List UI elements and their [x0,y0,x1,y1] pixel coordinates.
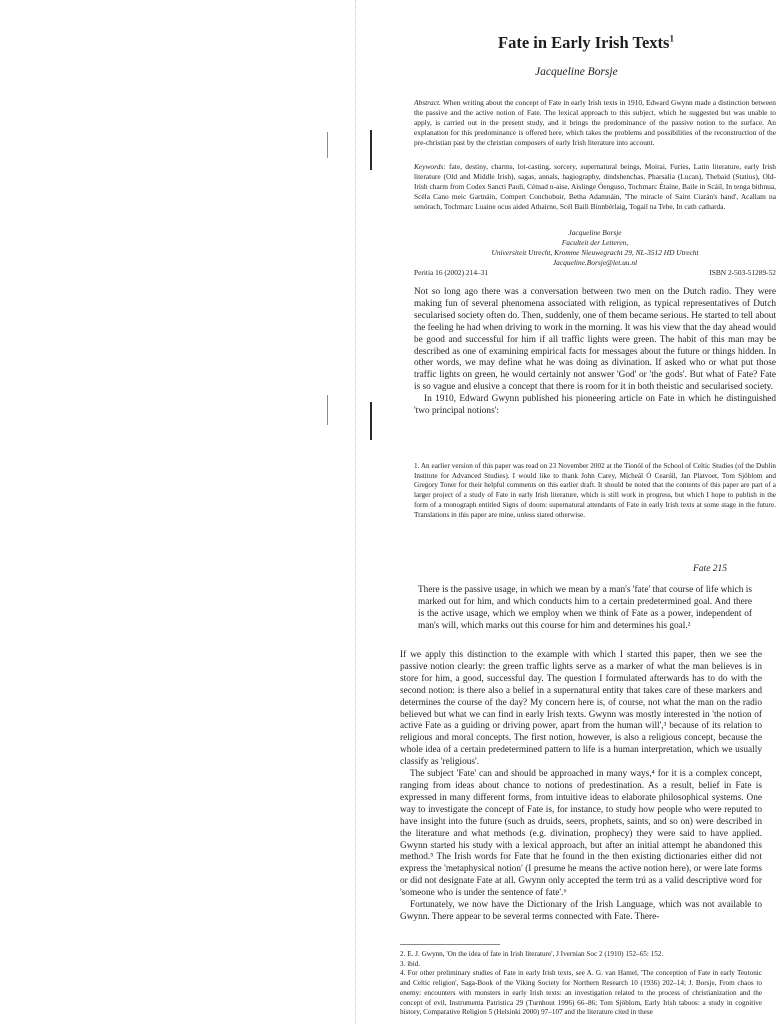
paragraph: Not so long ago there was a conversation between two men on the Dutch radio. They were making fun of several phenomena associated with religion, as typical representatives of Dutch secularised society often do. Then, suddenly, one of them became serious. He started to tell about the feeling he had when driving to work in the morning. It was his view that the day ahead would be good and successful for him if all traffic lights were green. The habit of this man may be described as one of examining empirical facts for messages about the future or things hidden. In other words, we may define what he was doing as divination. If asked who or what put those traffic lights on green, he would certainly not answer 'God' or 'the gods'. But what of Fate? Fate is so vague and elusive a concept that there is room for it in both theistic and secularised society. [414,287,776,393]
footnotes-page-215 [400,950,762,1018]
address-university: Universiteit Utrecht, Kromme Nieuwegracht 29, NL-3512 HD Utrecht [491,248,699,257]
address-name: Jacqueline Borsje [568,228,622,237]
address-faculty: Faculteit der Letteren, [561,238,629,247]
footnote-1: 1. An earlier version of this paper was read on 23 November 2002 at the Tionól of the School of Celtic Studies (of the Dublin Institute for Advanced Studies). I would like to thank John Carey, Mícheál Ó Cearúil, Jan Platvoet, Tom Sjöblom and Gregory Toner for their helpful comments on this earlier draft. It should be noted that the contents of this paper are part of a larger project of a study of Fate in early Irish literature, which is still work in progress, but which I hope to publish in the form of a monograph entitled Signs of doom: supernatural attendants of Fate in early Irish texts at some stage in the future. Translations in this paper are mine, unless stated otherwise. [414,462,776,519]
journal-citation: Peritia 16 (2002) 214–31 [414,268,489,277]
footnote: 4. For other preliminary studies of Fate in early Irish texts, see A. G. van Hamel, 'The conception of Fate in early Teutonic and Celtic religion', Saga-Book of the Viking Society for Northern Research 10 (1936) 202–14; J. Borsje, From chaos to enemy: encounters with monsters in early Irish texts: an investigation related to the process of christianization and the concept of evil, Instrumenta Patristica 29 (Turnhout 1996) 66–86; Tom Sjöblom, Early Irish taboos: a study in cognitive history, Comparative Religion 5 (Helsinki 2000) 97–107 and the literature cited in these [400,969,762,1017]
title-text: Fate in Early Irish Texts [498,33,670,52]
block-quote: There is the passive usage, in which we mean by a man's 'fate' that course of life which is marked out for him, and which conducts him to a certain predetermined goal. And there is the active usage, which we employ when we think of Fate as a power, independent of man's will, which marks out this course for him and determines his goal.² [418,585,752,631]
author-name: Jacqueline Borsje [535,66,618,78]
paragraph: If we apply this distinction to the example with which I started this paper, then we see the passive notion clearly: the green traffic lights serve as a marker of what the man believes is in store for him, a good, successful day. The question I formulated afterwards has to do with the second notion: is there also a belief in a supernatural entity that takes care of these markers and determines the course of the day? My concern here is, of course, not what the man on the radio believed but what we can find in early Irish texts. Gwynn was mostly interested in 'the notion of active Fate as a guiding or driving power, apart from the human will',³ because of its relation to religious and moral concepts. The first notion, however, is also a religious concept, because the whole idea of a certain predetermined pattern to life is a human interpretation, which we usually classify as 'religious'. [400,650,762,768]
isbn: ISBN 2-503-51289-52 [709,268,776,277]
abstract-label: Abstract. [414,98,441,107]
keywords-text: fate, destiny, charms, lot-casting, sorcery, supernatural beings, Moirai, Furies, Latin literature, early Irish literature (Old and Middle Irish), sagas, annals, hagiography, dindshenchas, Pharsalia (Lucan), Thebaid (Statius), Old-Irish charm from Codex Sancti Pauli, Cétnad n-aise, Aislinge Óenguso, Tochmarc Étaíne, Baile in Scáil, In tenga bithnua, Scéla Cano meic Gartnáin, Compert Conchobuir, Betha Adamnáin, 'The miracle of Saint Ciarán's hand', Acallam na senórach, Tochmarc Luaine ocus aided Athairne, Scél Baili Binnbérlaig, Togail na Tebe, In cath catharda. [414,162,776,211]
footnote: 3. ibid. [400,959,421,968]
footnote: 2. E. J. Gwynn, 'On the idea of fate in Irish literature', J Ivernian Soc 2 (1910) 152–65: 152. [400,950,664,958]
keywords [414,162,776,212]
abstract [414,98,776,148]
footnote-rule [400,944,500,945]
body-text-page-215 [400,650,762,924]
paragraph: In 1910, Edward Gwynn published his pioneering article on Fate in which he distinguished 'two principal notions': [414,394,776,417]
body-text-page-214 [414,287,776,418]
paragraph: The subject 'Fate' can and should be approached in many ways,⁴ for it is a complex concept, ranging from ideas about chance to notions of predestination. As a result, belief in Fate is expressed in many different forms, from intuitive ideas to elaborate philosophical systems. One way to investigate the concept of Fate is, for instance, to study how people who were reputed to have insight into the future (such as druids, seers, prophets, saints, and so on) were described in the literature and what methods (e.g. divination, prophecy) they were said to have applied. Gwynn started his study with a lexical approach, but after an initial attempt he abandoned this method.⁵ The Irish words for Fate that he found in the then existing dictionaries either did not express the 'metaphysical notion' (I presume he means the active notion here), or were late forms or did not designate Fate at all. Gwynn only accepted the term trú as a valid descriptive word for 'someone who is under the sentence of fate'.⁶ [400,769,762,899]
keywords-label: Keywords: [414,162,446,171]
address-email: Jacqueline.Borsje@let.uu.nl [552,258,638,267]
running-head: Fate 215 [693,564,728,574]
article-title [498,33,674,53]
author-address [414,228,776,268]
paragraph: Fortunately, we now have the Dictionary of the Irish Language, which was not available to Gwynn. There appear to be several terms connected with Fate. There- [400,900,762,922]
abstract-text: When writing about the concept of Fate in early Irish texts in 1910, Edward Gwynn made a distinction between the passive and the active notion of Fate. The lexical approach to this subject, which he suggested but was unable to apply, is carried out in the present study, and it brings the predominance of the passive notion to the surface. An explanation for this predominance is offered here, which takes the problems and possibilities of the reconstruction of the pre-christian past by the christian composers of early Irish literature into account. [414,98,776,147]
title-footnote-ref: 1 [669,33,674,44]
